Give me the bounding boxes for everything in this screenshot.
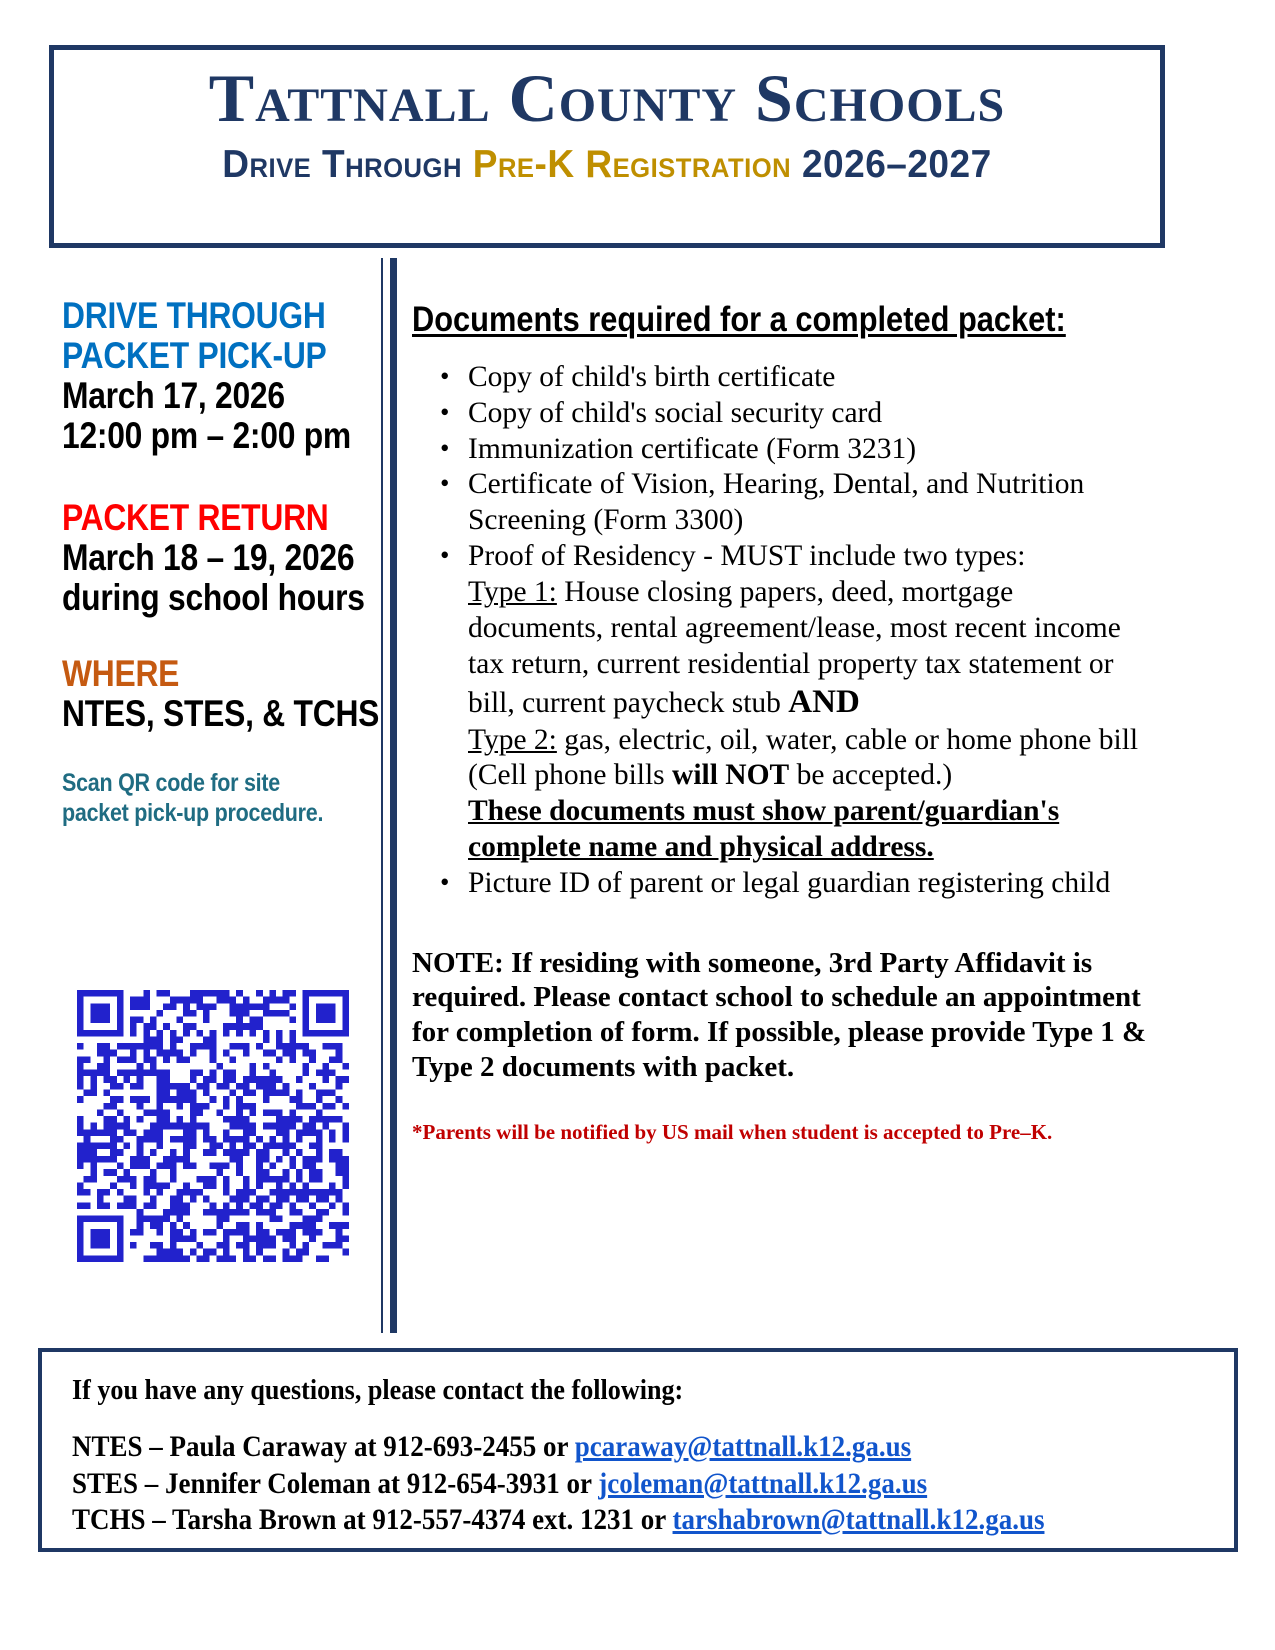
- cellphone-pre: (Cell phone bills: [468, 759, 673, 792]
- pickup-date: March 17, 2026: [62, 374, 285, 416]
- list-item: [468, 866, 1154, 902]
- where-locations: NTES, STES, & TCHS: [62, 692, 380, 734]
- type1-label: Type 1:: [468, 575, 557, 608]
- contact-line-ntes: [72, 1429, 1118, 1466]
- pickup-time: 12:00 pm – 2:00 pm: [62, 414, 351, 456]
- page-title: Tattnall County Schools: [208, 60, 1006, 136]
- doc-item-text: Copy of child's social security card: [468, 396, 883, 429]
- column-divider-thin: [381, 258, 383, 1333]
- header-box: [49, 45, 1165, 248]
- column-divider-thick: [390, 258, 397, 1333]
- contact-prefix: STES – Jennifer Coleman at 912-654-3931 or: [72, 1466, 599, 1500]
- footer-intro: If you have any questions, please contact the following:: [72, 1374, 684, 1406]
- type2-label: Type 2:: [468, 723, 557, 756]
- return-heading: PACKET RETURN: [62, 496, 329, 538]
- spacer-2: [62, 618, 377, 654]
- qr-instruction-line1: Scan QR code for site: [62, 768, 281, 797]
- type2-text: gas, electric, oil, water, cable or home phone bill: [556, 723, 1139, 756]
- subtitle-years: 2026–2027: [791, 143, 992, 187]
- list-item: [468, 432, 1154, 468]
- return-date: March 18 – 19, 2026: [62, 536, 355, 578]
- type1-text: House closing papers, deed, mortgage documents, rental agreement/lease, most recent income tax return, current residential property tax statement or bill, current paycheck stub: [468, 575, 1121, 720]
- list-item-residency: [468, 539, 1154, 866]
- doc-item-text: Picture ID of parent or legal guardian registering child: [468, 866, 1111, 899]
- email-link-tchs[interactable]: tarshabrown@tattnall.k12.ga.us: [672, 1503, 1045, 1537]
- cellphone-post: be accepted.): [789, 759, 953, 792]
- list-item: [468, 396, 1154, 432]
- contact-footer-box: [38, 1348, 1238, 1552]
- page-subtitle: [222, 143, 992, 187]
- doc-item-text: Certificate of Vision, Hearing, Dental, and Nutrition Screening (Form 3300): [468, 468, 1085, 537]
- qr-code[interactable]: [77, 990, 349, 1262]
- list-item: [468, 360, 1154, 396]
- spacer-3: [62, 734, 377, 768]
- cellphone-bold: will NOT: [672, 759, 790, 792]
- type1-and: AND: [788, 684, 860, 721]
- list-item: [468, 467, 1154, 539]
- left-column: [62, 295, 380, 828]
- subtitle-prefix: Drive Through: [222, 143, 473, 187]
- where-heading: WHERE: [62, 652, 180, 694]
- right-column: [412, 300, 1154, 1145]
- contact-prefix: TCHS – Tarsha Brown at 912-557-4374 ext. 1231 or: [72, 1503, 673, 1537]
- pickup-heading-line1: DRIVE THROUGH: [62, 295, 326, 336]
- note-paragraph: NOTE: If residing with someone, 3rd Party Affidavit is required. Please contact school to schedule an appointment for completion of form. If possible, please provide Type 1 & Type 2 documents with packet.: [412, 946, 1147, 1084]
- return-time: during school hours: [62, 576, 365, 618]
- qr-instruction-line2: packet pick-up procedure.: [62, 798, 324, 827]
- contact-prefix: NTES – Paula Caraway at 912-693-2455 or: [72, 1430, 575, 1463]
- doc-item-text: Copy of child's birth certificate: [468, 361, 836, 393]
- red-note: *Parents will be notified by US mail when student is accepted to Pre–K.: [412, 1119, 1053, 1144]
- email-link-stes[interactable]: jcoleman@tattnall.k12.ga.us: [598, 1466, 928, 1500]
- documents-heading: Documents required for a completed packet:: [412, 300, 1066, 339]
- email-link-ntes[interactable]: pcaraway@tattnall.k12.ga.us: [574, 1430, 912, 1463]
- must-show-notice: These documents must show parent/guardian's complete name and physical address.: [468, 795, 1060, 864]
- contact-line-stes: [72, 1466, 1118, 1503]
- spacer-1: [62, 456, 377, 498]
- residency-intro: Proof of Residency - MUST include two types:: [468, 540, 1026, 573]
- pickup-heading-line2: PACKET PICK-UP: [62, 334, 327, 376]
- contact-line-tchs: [72, 1502, 1118, 1539]
- subtitle-highlight: Pre-K Registration: [472, 143, 792, 187]
- doc-item-text: Immunization certificate (Form 3231): [468, 432, 917, 465]
- documents-list: [412, 360, 1154, 902]
